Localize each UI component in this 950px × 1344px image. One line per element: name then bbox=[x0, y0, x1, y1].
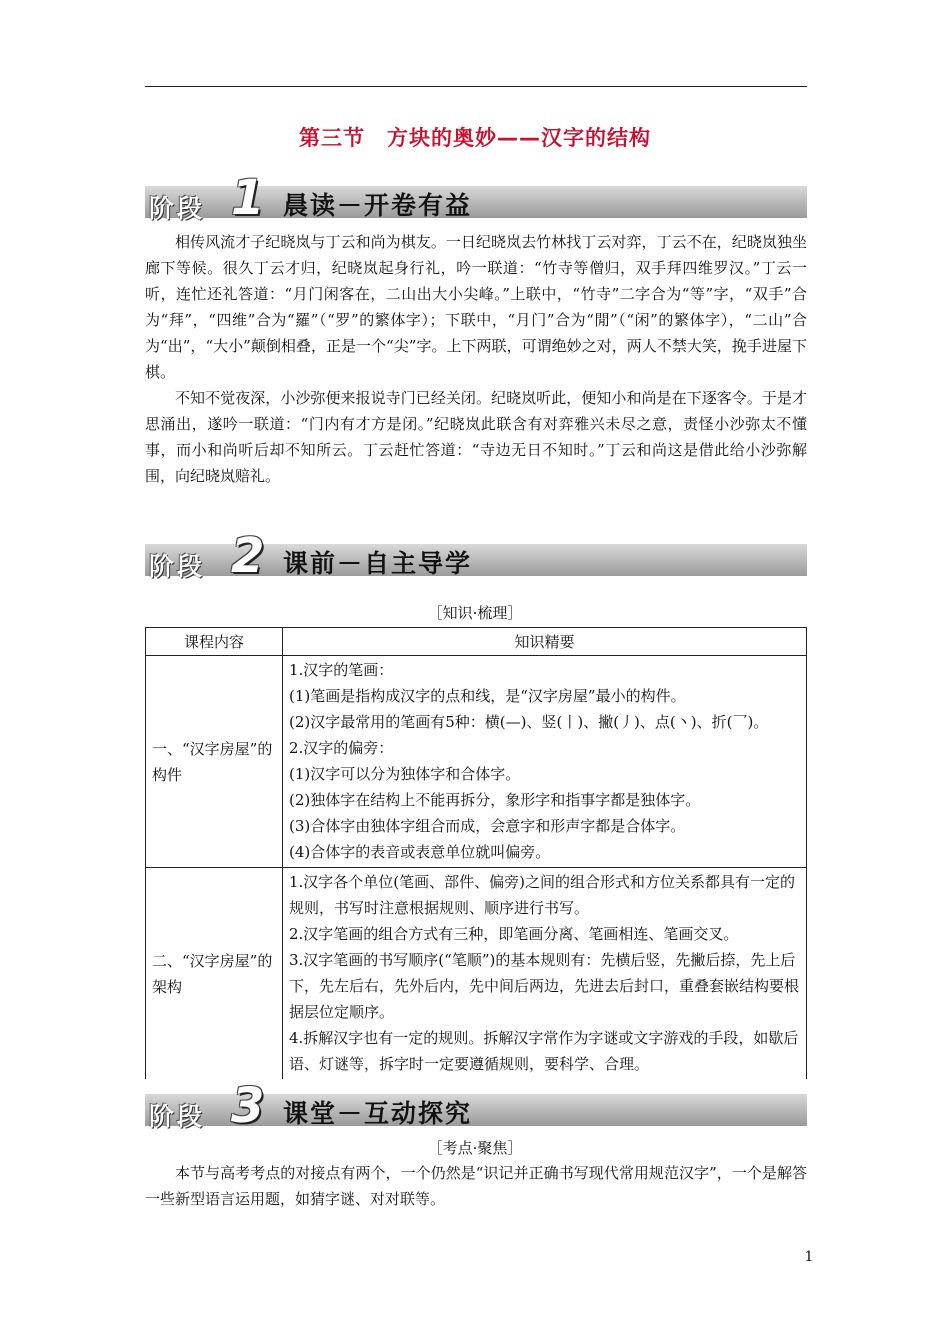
stage-number: 3 bbox=[231, 1078, 265, 1134]
column-header: 课程内容 bbox=[146, 628, 283, 656]
knowledge-table bbox=[145, 627, 807, 1079]
stage-number: 1 bbox=[231, 170, 265, 226]
content-line: (2)独体字在结构上不能再拆分，象形字和指事字都是独体字。 bbox=[289, 791, 701, 809]
knowledge-caption: ［知识·梳理］ bbox=[427, 604, 523, 622]
content-line: (2)汉字最常用的笔画有5种：横(—)、竖(丨)、撇(丿)、点(丶)、折(乛)。 bbox=[289, 713, 769, 731]
stage-number: 2 bbox=[231, 528, 265, 584]
stage-prefix: 阶段 bbox=[149, 1102, 206, 1131]
stage-label: 晨读－开卷有益 bbox=[283, 191, 473, 220]
content-line: 4.拆解汉字也有一定的规则。拆解汉字常作为字谜或文字游戏的手段，如歇后语、灯谜等，拆字时一定要遵循规则，要科学、合理。 bbox=[289, 1029, 799, 1073]
content-cell bbox=[283, 656, 807, 868]
content-line: 1.汉字各个单位(笔画、部件、偏旁)之间的组合形式和方位关系都具有一定的规则，书写时注意根据规则、顺序进行书写。 bbox=[289, 873, 796, 917]
stage-prefix: 阶段 bbox=[149, 552, 206, 581]
stage-banner-3 bbox=[145, 1078, 807, 1134]
column-header: 知识精要 bbox=[283, 628, 807, 656]
stage-label: 课堂－互动探究 bbox=[283, 1099, 473, 1128]
table-row bbox=[146, 656, 807, 868]
stage-banner-1 bbox=[145, 170, 807, 226]
header-rule bbox=[145, 86, 807, 87]
focus-caption: ［考点·聚焦］ bbox=[427, 1139, 523, 1157]
content-line: (3)合体字由独体字组合而成，会意字和形声字都是合体字。 bbox=[289, 817, 686, 835]
content-line: 1.汉字的笔画： bbox=[289, 661, 394, 679]
table-header-row bbox=[146, 628, 807, 656]
stage-prefix: 阶段 bbox=[149, 194, 206, 223]
focus-paragraph: 本节与高考考点的对接点有两个，一个仍然是“识记并正确书写现代常用规范汉字”，一个是解答一些新型语言运用题，如猜字谜、对对联等。 bbox=[145, 1164, 807, 1208]
reading-paragraph-1: 相传风流才子纪晓岚与丁云和尚为棋友。一日纪晓岚去竹林找丁云对弈，丁云不在，纪晓岚独坐廊下等候。很久丁云才归，纪晓岚起身行礼，吟一联道：“竹寺等僧归，双手拜四维罗汉。”丁云一听，连忙还礼答道：“月门闲客在，二山出大小尖峰。”上联中，“竹寺”二字合为“等”字，“双手”合为“拜”，“四维”合为“羅”（“罗”的繁体字）；下联中，“月门”合为“閒”（“闲”的繁体字），“二山”合为“出”，“大小”颠倒相叠，正是一个“尖”字。上下两联，可谓绝妙之对，两人不禁大笑，挽手进屋下棋。 bbox=[145, 233, 807, 381]
content-line: 2.汉字的偏旁： bbox=[289, 739, 394, 757]
topic-cell: 二、“汉字房屋”的架构 bbox=[146, 868, 283, 1080]
page-title: 第三节 方块的奥妙——汉字的结构 bbox=[299, 126, 651, 150]
content-line: 3.汉字笔画的书写顺序(“笔顺”)的基本规则有：先横后竖，先撇后捺，先上后下，先左后右，先外后内，先中间后两边，先进去后封口，重叠套嵌结构要根据层位定顺序。 bbox=[289, 951, 800, 1021]
table-row bbox=[146, 868, 807, 1080]
content-line: (4)合体字的表音或表意单位就叫偏旁。 bbox=[289, 843, 551, 861]
page-number: 1 bbox=[804, 1249, 814, 1265]
content-cell bbox=[283, 868, 807, 1080]
topic-cell: 一、“汉字房屋”的构件 bbox=[146, 656, 283, 868]
stage-label: 课前－自主导学 bbox=[283, 549, 473, 578]
reading-paragraph-2: 不知不觉夜深，小沙弥便来报说寺门已经关闭。纪晓岚听此，便知小和尚是在下逐客令。于是才思涌出，遂吟一联道：“门内有才方是闭。”纪晓岚此联含有对弈雅兴未尽之意，责怪小沙弥太不懂事，而小和尚听后却不知所云。丁云赶忙答道：“寺边无日不知时。”丁云和尚这是借此给小沙弥解围，向纪晓岚赔礼。 bbox=[145, 389, 807, 485]
content-line: 2.汉字笔画的组合方式有三种，即笔画分离、笔画相连、笔画交叉。 bbox=[289, 925, 739, 943]
content-line: (1)汉字可以分为独体字和合体字。 bbox=[289, 765, 521, 783]
stage-banner-2 bbox=[145, 528, 807, 584]
content-line: (1)笔画是指构成汉字的点和线，是“汉字房屋”最小的构件。 bbox=[289, 687, 686, 705]
